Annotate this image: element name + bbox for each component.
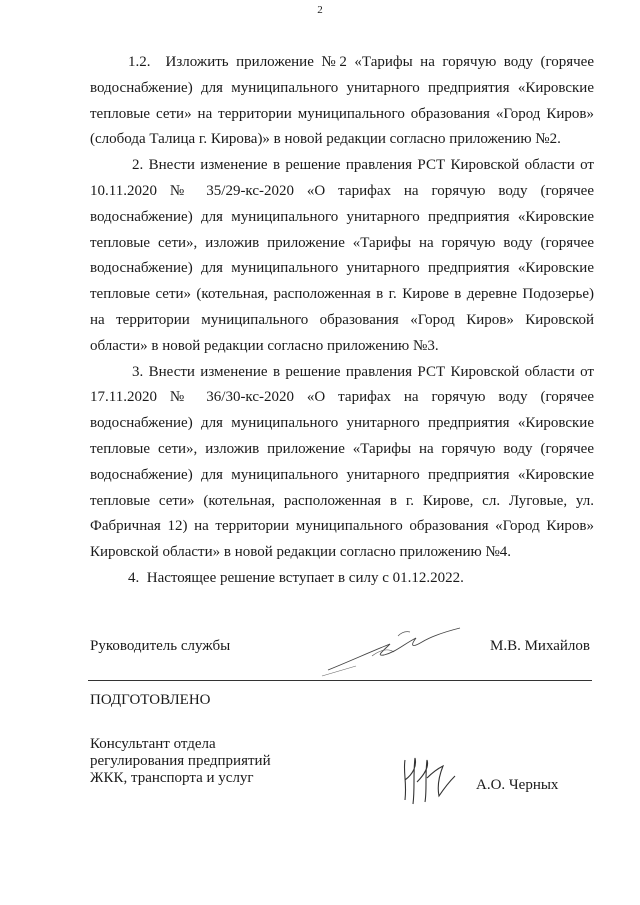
consultant-handwritten-signature — [395, 752, 465, 812]
decision-body — [90, 50, 594, 592]
head-handwritten-signature — [320, 622, 470, 680]
page-number: 2 — [317, 4, 323, 16]
head-name: М.В. Михайлов — [489, 638, 590, 654]
consultant-position-line: Консультант отдела — [90, 736, 216, 752]
paragraph-2: 2. Внести изменение в решение правления РСТ Кировской области от 10.11.2020 № 35/29-кс-2020 «О тарифах на горячую воду (горячее водоснабжение) для муниципального унитарного предприятия «Кировские тепловые сети», изложив приложение «Тарифы на горячую воду (горячее водоснабжение) для муниципального унитарного предприятия «Кировские тепловые сети» (котельная, расположенная в г. Кирове в деревне Подозерье) на территории муниципального образования «Город Киров» Кировской области» в новой редакции согласно приложению №3. — [90, 157, 594, 354]
separator-line — [88, 680, 592, 681]
paragraph-4: 4. Настоящее решение вступает в силу с 01.12.2022. — [128, 569, 464, 586]
head-position: Руководитель службы — [90, 638, 231, 654]
consultant-position-line: регулирования предприятий — [90, 753, 271, 769]
paragraph-1-2: 1.2. Изложить приложение №2 «Тарифы на горячую воду (горячее водоснабжение) для муниципального унитарного предприятия «Кировские тепловые сети» на территории муниципального образования «Город Киров» (слобода Талица г. Кирова)» в новой редакции согласно приложению №2. — [90, 54, 594, 148]
prepared-label: ПОДГОТОВЛЕНО — [90, 692, 211, 708]
consultant-name: А.О. Черных — [476, 777, 559, 793]
consultant-position — [90, 736, 271, 787]
consultant-position-line: ЖКК, транспорта и услуг — [90, 770, 254, 786]
paragraph-3: 3. Внести изменение в решение правления РСТ Кировской области от 17.11.2020 № 36/30-кс-2020 «О тарифах на горячую воду (горячее водоснабжение) для муниципального унитарного предприятия «Кировские тепловые сети», изложив приложение «Тарифы на горячую воду (горячее водоснабжение) для муниципального унитарного предприятия «Кировские тепловые сети» (котельная, расположенная в г. Кирове, сл. Луговые, ул. Фабричная 12) на территории муниципального образования «Город Киров» Кировской области» в новой редакции согласно приложению №4. — [90, 363, 594, 561]
